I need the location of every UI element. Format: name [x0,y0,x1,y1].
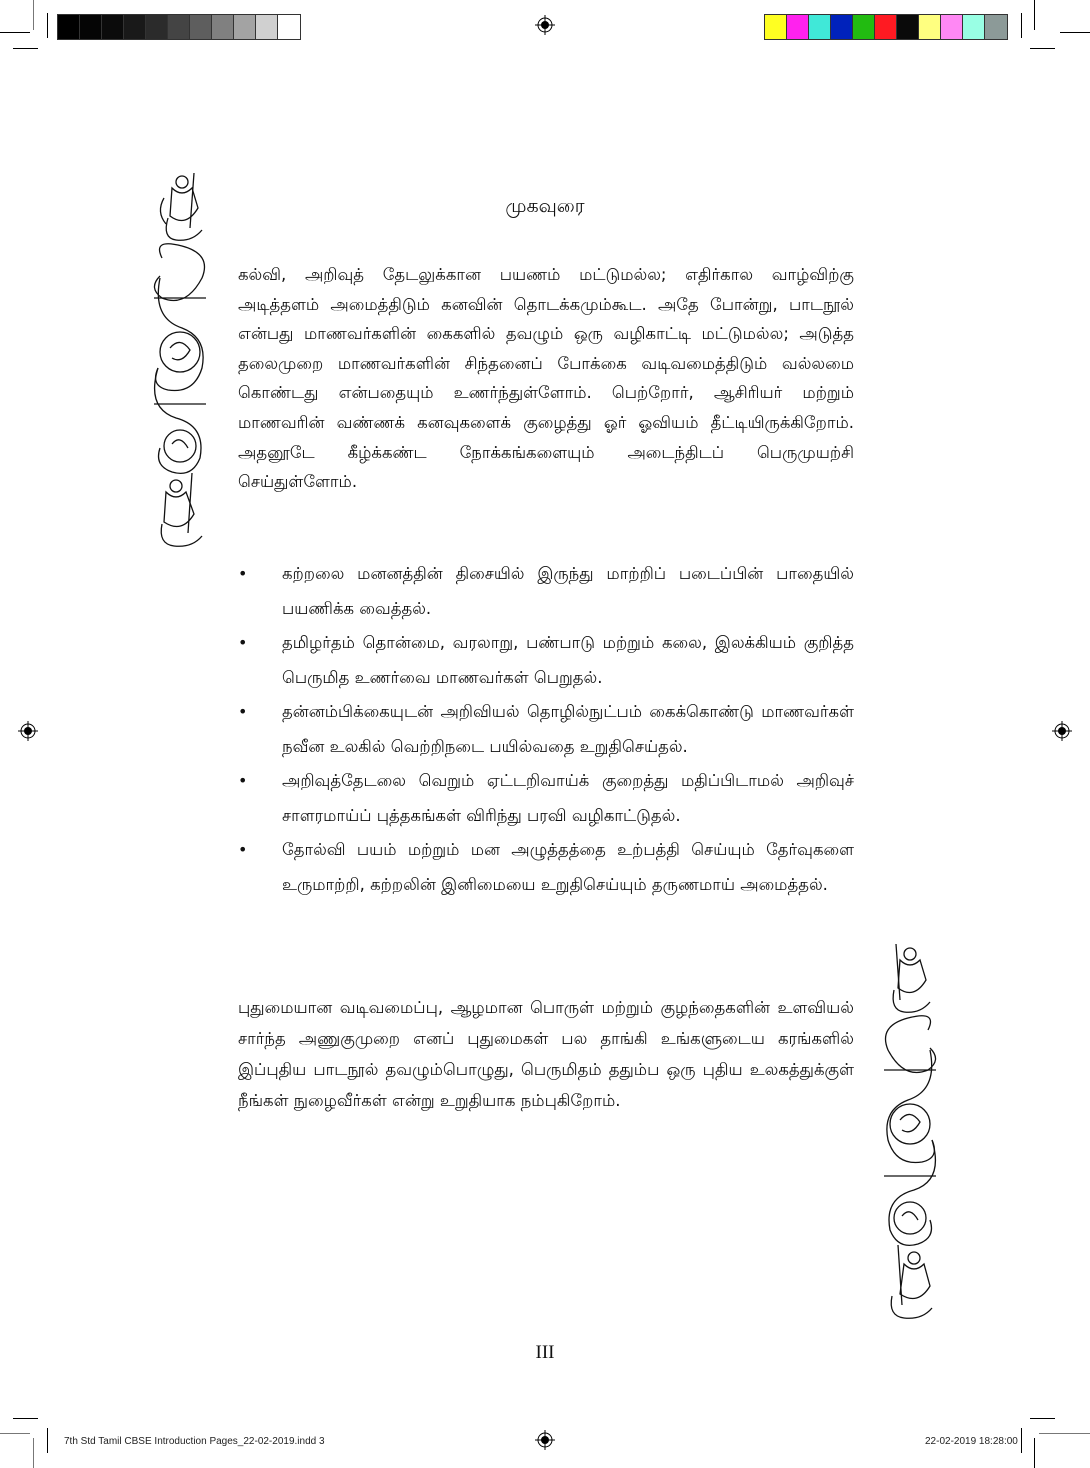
slug-timestamp: 22-02-2019 18:28:00 [925,1436,1018,1447]
objective-text: தோல்வி பயம் மற்றும் மன அழுத்தத்தை உற்பத்தி செய்யும் தேர்வுகளை உருமாற்றி, கற்றலின் இனிமையை உறுதிசெய்யும் தருணமாய் அமைத்தல். [282,840,854,894]
crop-mark [0,32,30,33]
color-swatch [80,15,102,39]
crop-mark [1021,13,1022,38]
color-swatch [58,15,80,39]
color-calibration-bar [764,14,1008,40]
color-swatch [190,15,212,39]
crop-mark [13,1418,38,1419]
crop-mark [1034,1438,1035,1468]
color-swatch [941,15,963,39]
crop-mark [1030,1418,1055,1419]
page-title: முகவுரை [505,195,585,217]
crop-mark [1021,1428,1022,1453]
ornamental-border-right [872,940,948,1325]
crop-mark [1060,32,1090,33]
bullet-icon: • [238,702,248,721]
color-swatch [278,15,300,39]
color-swatch [919,15,941,39]
objectives-section [238,557,854,902]
list-item [238,557,854,626]
color-swatch [897,15,919,39]
list-item [238,833,854,902]
crop-mark [13,48,38,49]
crop-mark [0,1433,30,1434]
objective-text: அறிவுத்தேடலை வெறும் ஏட்டறிவாய்க் குறைத்து மதிப்பிடாமல் அறிவுச் சாளரமாய்ப் புத்தகங்கள் விரிந்து பரவி வழிகாட்டுதல். [282,771,854,825]
registration-mark-icon [535,1430,555,1450]
page-number: III [535,1342,555,1363]
color-swatch [168,15,190,39]
color-swatch [853,15,875,39]
crop-mark [1030,48,1055,49]
list-item [238,764,854,833]
bullet-icon: • [238,633,248,652]
warrior-figure-icon [893,944,930,1012]
bullet-icon: • [238,840,248,859]
crop-mark [47,1428,48,1453]
objective-text: தன்னம்பிக்கையுடன் அறிவியல் தொழில்நுட்பம் கைக்கொண்டு மாணவர்கள் நவீன உலகில் வெற்றிநடை பயில்வதை உறுதிசெய்தல். [282,702,854,756]
color-swatch [963,15,985,39]
objectives-list [238,557,854,902]
objective-text: தமிழர்தம் தொன்மை, வரலாறு, பண்பாடு மற்றும் கலை, இலக்கியம் குறித்த பெருமித உணர்வை மாணவர்கள் பெறுதல். [282,633,854,687]
intro-section [238,260,854,497]
closing-section [238,992,854,1116]
list-item [238,695,854,764]
registration-mark-icon [1052,721,1072,741]
color-swatch [809,15,831,39]
bullet-icon: • [238,771,248,790]
color-swatch [985,15,1007,39]
crop-mark [1039,1433,1090,1434]
registration-mark-icon [535,15,555,35]
slug-file-name: 7th Std Tamil CBSE Introduction Pages_22-02-2019.indd 3 [64,1436,325,1447]
color-swatch [831,15,853,39]
color-swatch [146,15,168,39]
crop-mark [33,0,34,30]
registration-mark-icon [18,721,38,741]
color-swatch [787,15,809,39]
list-item [238,626,854,695]
warrior-figure-icon [891,1245,932,1318]
color-swatch [875,15,897,39]
crop-mark [47,13,48,38]
bullet-icon: • [238,564,248,583]
objective-text: கற்றலை மனனத்தின் திசையில் இருந்து மாற்றிப் படைப்பின் பாதையில் பயணிக்க வைத்தல். [282,564,854,618]
color-swatch [765,15,787,39]
color-swatch [234,15,256,39]
color-swatch [212,15,234,39]
crop-mark [33,1438,34,1468]
color-swatch [124,15,146,39]
color-swatch [256,15,278,39]
closing-paragraph: புதுமையான வடிவமைப்பு, ஆழமான பொருள் மற்றும் குழந்தைகளின் உளவியல் சார்ந்த அணுகுமுறை எனப் புதுமைகள் பல தாங்கி உங்களுடைய கரங்களில் இப்புதிய பாடநூல் தவழும்பொழுது, பெருமிதம் ததும்ப ஒரு புதிய உலகத்துக்குள் நீங்கள் நுழைவீர்கள் என்று உறுதியாக நம்புகிறோம். [238,998,854,1110]
color-swatch [102,15,124,39]
crop-mark [1034,0,1035,30]
warrior-figure-icon [161,473,202,546]
intro-paragraph: கல்வி, அறிவுத் தேடலுக்கான பயணம் மட்டுமல்ல; எதிர்கால வாழ்விற்கு அடித்தளம் அமைத்திடும் கனவின் தொடக்கமும்கூட. அதே போன்று, பாடநூல் என்பது மாணவர்களின் கைகளில் தவழும் ஒரு வழிகாட்டி மட்டுமல்ல; அடுத்த தலைமுறை மாணவர்களின் சிந்தனைப் போக்கை வடிவமைத்திடும் வல்லமை கொண்டது என்பதையும் உணர்ந்துள்ளோம். பெற்றோர், ஆசிரியர் மற்றும் மாணவரின் வண்ணக் கனவுகளைக் குழைத்து ஓர் ஓவியம் தீட்டியிருக்கிறோம். அதனூடே கீழ்க்கண்ட நோக்கங்களையும் அடைந்திடப் பெருமுயற்சி செய்துள்ளோம். [238,265,854,492]
ornamental-border-left [142,168,218,553]
grayscale-calibration-bar [57,14,301,40]
